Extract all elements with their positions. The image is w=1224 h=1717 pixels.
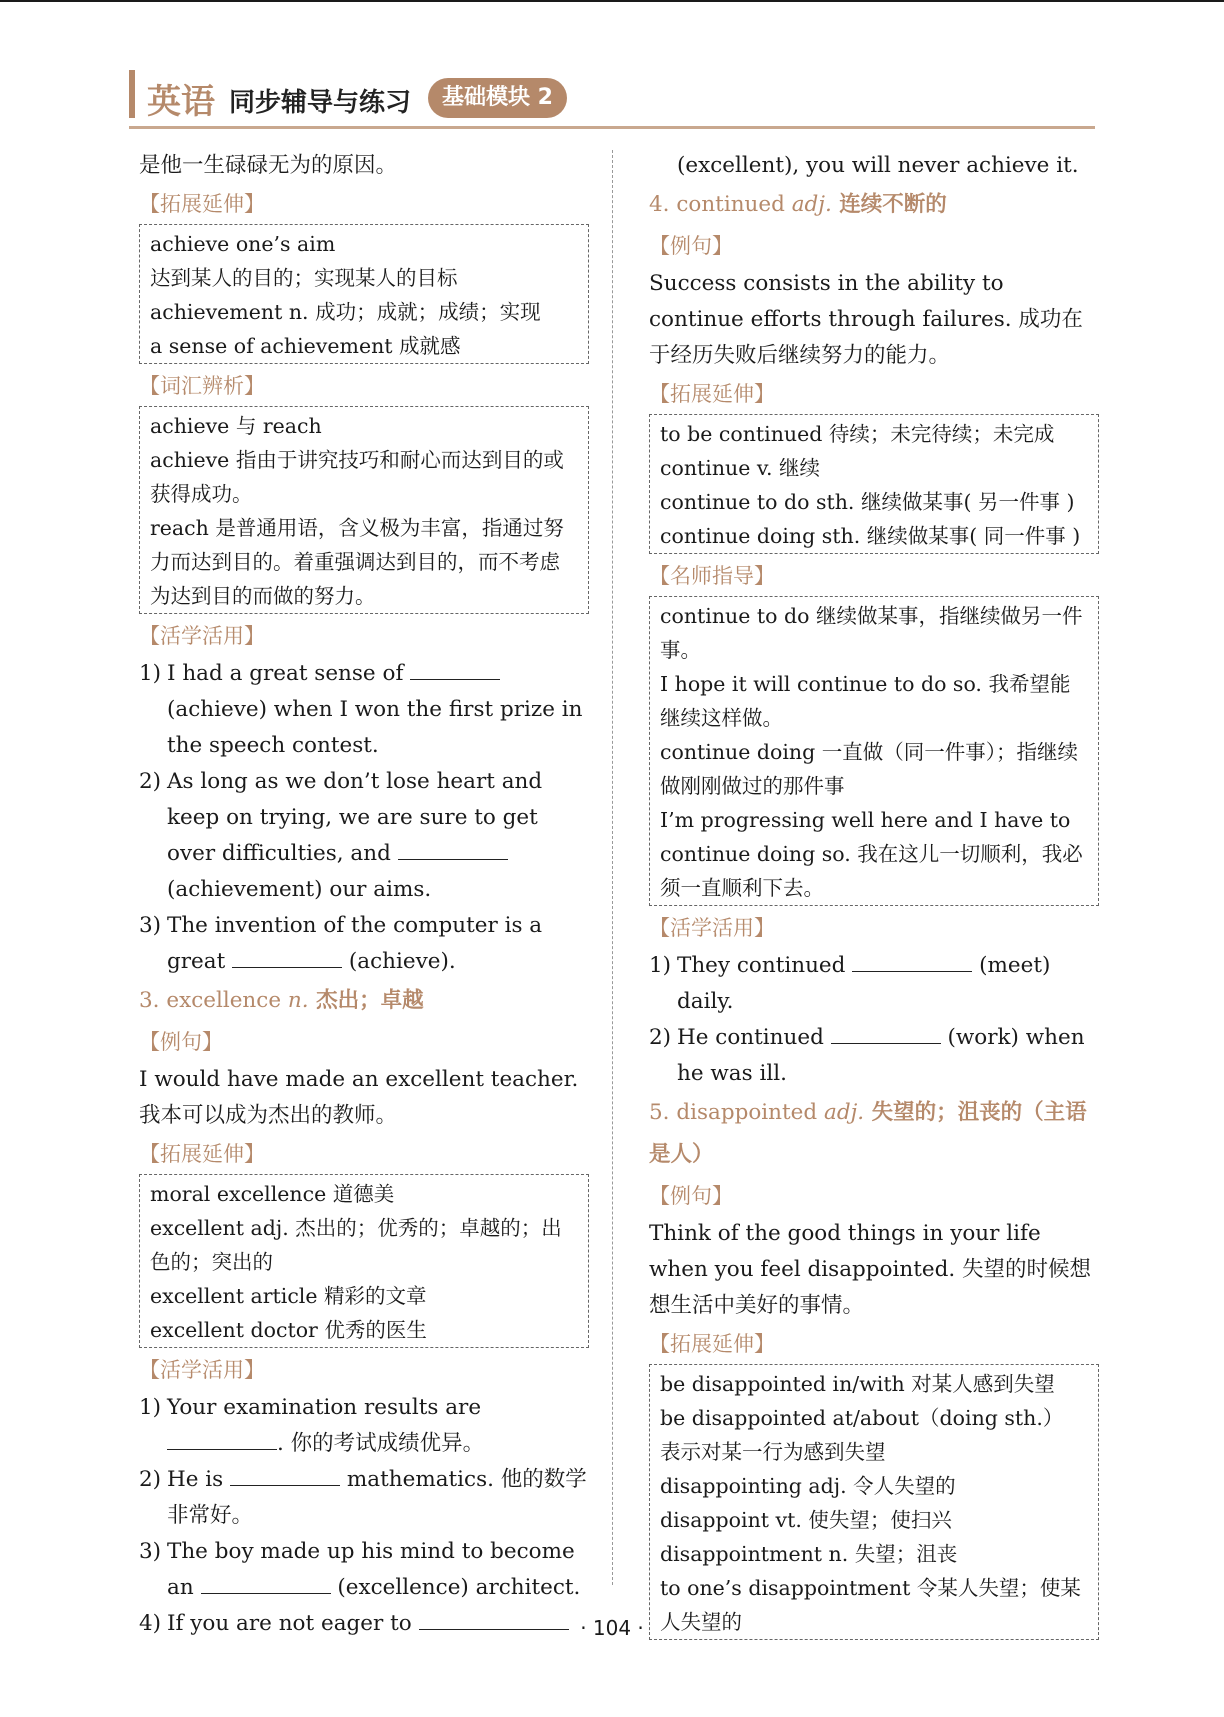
box-line: I hope it will continue to do so. 我希望能继续这样做。 [660,672,1071,730]
section-label: 【词汇辨析】 [139,374,265,398]
box-line: 表示对某一行为感到失望 [660,1440,886,1464]
part-of-speech: adj. [824,1100,865,1125]
item-text: mathematics. 他的数学非常好。 [167,1467,587,1528]
example-sentence: Think of the good things in your life when you feel disappointed. 失望的时候想想生活中美好的事情。 [649,1221,1092,1318]
entry-heading [649,1092,1099,1176]
item-number: 2) [139,769,162,794]
item-text: (meet) daily. [677,953,1051,1014]
answer-blank[interactable] [831,1021,941,1044]
entry-heading [649,184,1099,226]
section-label: 【例句】 [649,234,733,258]
box-line: continue to do sth. 继续做某事( 另一件事 ) [660,490,1075,514]
headword: 5. disappointed [649,1100,824,1125]
box-line: achieve one’s aim [150,232,336,256]
meaning: 连续不断的 [831,192,947,217]
box-line: I’m progressing well here and I have to continue doing so. 我在这儿一切顺利，我必须一直顺利下去。 [660,808,1083,900]
exercise-item [139,908,589,980]
section-label: 【拓展延伸】 [139,192,265,216]
item-text: Your examination results are [167,1395,482,1420]
answer-blank[interactable] [230,1463,340,1486]
answer-blank[interactable] [852,949,972,972]
header-rule [129,126,1095,129]
item-number: 4) [139,1611,162,1636]
exercise-item [139,764,589,908]
answer-blank[interactable] [201,1571,331,1594]
item-number: 3) [139,1539,162,1564]
box-line: achieve 指由于讲究技巧和耐心而达到目的或获得成功。 [150,448,564,506]
box-line: continue doing sth. 继续做某事( 同一件事 ) [660,524,1081,548]
continued-text: 是他一生碌碌无为的原因。 [139,153,398,178]
item-text: . 你的考试成绩优异。 [277,1431,485,1456]
part-of-speech: adj. [791,192,832,217]
header-badge: 基础模块 2 [428,78,567,118]
item-text: (achieve) when I won the first prize in the speech contest. [167,697,583,758]
vocab-box [139,406,589,614]
box-line: continue doing 一直做（同一件事）；指继续做刚刚做过的那件事 [660,740,1078,798]
extension-box [139,1174,589,1348]
example-sentence: I would have made an excellent teacher. 我本可以成为杰出的教师。 [139,1067,579,1128]
item-text: (excellence) architect. [330,1575,581,1600]
answer-blank[interactable] [232,945,342,968]
item-text: (achievement) our aims. [167,877,432,902]
page-header [129,70,1095,120]
box-line: moral excellence 道德美 [150,1182,395,1206]
continued-text: (excellent), you will never achieve it. [677,153,1079,178]
box-line: continue v. 继续 [660,456,821,480]
box-line: continue to do 继续做某事，指继续做另一件事。 [660,604,1083,662]
box-line: to be continued 待续；未完待续；未完成 [660,422,1055,446]
box-line: a sense of achievement 成就感 [150,334,461,358]
entry-heading [139,980,589,1022]
item-text: He continued [677,1025,831,1050]
section-label: 【拓展延伸】 [649,1332,775,1356]
example-sentence: Success consists in the ability to continue efforts through failures. 成功在于经历失败后继续努力的能力。 [649,271,1083,368]
item-text: (achieve). [342,949,456,974]
section-label: 【活学活用】 [139,624,265,648]
item-text: The boy made up his mind to become an [167,1539,575,1600]
extension-box [649,1364,1099,1640]
box-line: achieve 与 reach [150,414,322,438]
exercise-item [139,1390,589,1462]
top-border [0,0,1224,2]
section-label: 【活学活用】 [649,916,775,940]
guide-box [649,596,1099,906]
part-of-speech: n. [287,988,309,1013]
item-number: 2) [139,1467,162,1492]
exercise-item [649,1020,1099,1092]
box-line: achievement n. 成功；成就；成绩；实现 [150,300,541,324]
section-label: 【活学活用】 [139,1358,265,1382]
box-line: excellent doctor 优秀的医生 [150,1318,427,1342]
item-text: They continued [677,953,853,978]
item-text: I had a great sense of [167,661,411,686]
headword: 4. continued [649,192,792,217]
item-number: 2) [649,1025,672,1050]
section-label: 【拓展延伸】 [649,382,775,406]
item-text: (work) when he was ill. [677,1025,1085,1086]
box-line: disappointment n. 失望；沮丧 [660,1542,958,1566]
answer-blank[interactable] [410,657,500,680]
header-subject: 英语 [147,82,215,122]
meaning: 杰出；卓越 [308,988,424,1013]
item-number: 3) [139,913,162,938]
section-label: 【例句】 [139,1030,223,1054]
section-label: 【名师指导】 [649,564,775,588]
box-line: excellent article 精彩的文章 [150,1284,427,1308]
box-line: be disappointed in/with 对某人感到失望 [660,1372,1055,1396]
box-line: 达到某人的目的；实现某人的目标 [150,266,458,290]
item-number: 1) [649,953,672,978]
left-column [139,148,589,1642]
box-line: disappoint vt. 使失望；使扫兴 [660,1508,952,1532]
meaning: 失望的；沮丧的（主语是人） [649,1100,1087,1167]
right-column [649,148,1099,1642]
section-label: 【拓展延伸】 [139,1142,265,1166]
answer-blank[interactable] [398,837,508,860]
exercise-item [139,1534,589,1606]
item-text: The invention of the computer is a great [167,913,543,974]
headword: 3. excellence [139,988,288,1013]
page-number: · 104 · [580,1616,644,1640]
exercise-item [139,1462,589,1534]
extension-box [649,414,1099,554]
item-text: He is [167,1467,231,1492]
section-label: 【例句】 [649,1184,733,1208]
item-number: 1) [139,661,162,686]
box-line: be disappointed at/about（doing sth.） [660,1406,1064,1430]
column-divider [612,150,613,1585]
item-number: 1) [139,1395,162,1420]
exercise-item [649,948,1099,1020]
item-text: As long as we don’t lose heart and keep on trying, we are sure to get over difficulties, and [167,769,543,866]
extension-box [139,224,589,364]
header-accent-bar [129,70,135,118]
box-line: to one’s disappointment 令某人失望；使某人失望的 [660,1576,1081,1634]
answer-blank[interactable] [167,1427,277,1450]
box-line: disappointing adj. 令人失望的 [660,1474,956,1498]
item-text: If you are not eager to [167,1611,419,1636]
exercise-item [139,656,589,764]
header-title: 同步辅导与练习 [229,88,412,118]
box-line: excellent adj. 杰出的；优秀的；卓越的；出色的；突出的 [150,1216,562,1274]
box-line: reach 是普通用语，含义极为丰富，指通过努力而达到目的。着重强调达到目的，而不考虑为达到目的而做的努力。 [150,516,564,608]
